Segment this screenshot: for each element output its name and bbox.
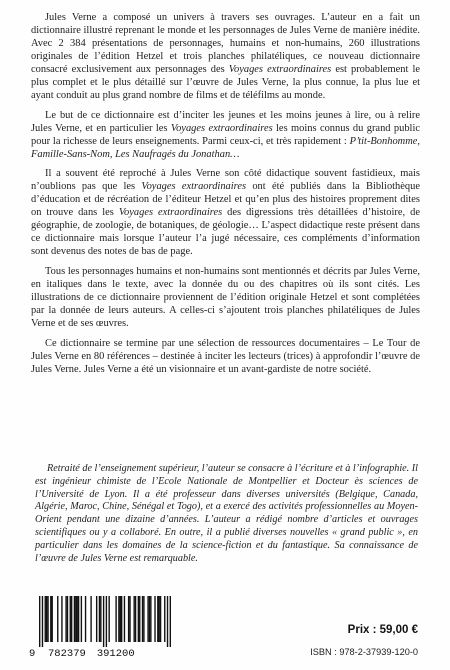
- barcode-bar: [103, 596, 104, 647]
- blurb-text: Jules Verne a composé un univers à travers ses ouvrages. L’auteur en a fait un dictionnaire illustré reprenant le monde et les personnages de Jules Verne de manière inédite. Avec 2 384 présentations de personnages, humains et non-humains, 260 illustrations originales de l’édition Hetzel et trois planches philatéliques, ce nouveau dictionnaire consacré exclusivement aux personnages des: [31, 12, 420, 75]
- barcode-bar: [115, 596, 116, 642]
- blurb-text: les moins connus du grand public pour la richesse de leurs enseignements. Parmi ceux-ci, et très rapidement :: [31, 122, 420, 147]
- barcode-bar: [158, 596, 159, 642]
- barcode-lead-digit: 9: [29, 648, 36, 660]
- barcode-bar: [74, 596, 75, 642]
- blurb-text: Il a souvent été reproché à Jules Verne son côté didactique souvent fastidieux, mais n’oublions pas que les: [31, 168, 420, 193]
- barcode-bar: [99, 596, 100, 642]
- barcode-bar: [81, 596, 82, 642]
- blurb-paragraph-1: [31, 12, 420, 103]
- barcode-bar: [71, 596, 72, 642]
- author-bio: Retraité de l’enseignement supérieur, l’auteur se consacre à l’écriture et à l’infographie. Il est ingénieur chimiste de l’Ecole Nationale de Montpellier et Docteur ès sciences de l’Université de Lyon. Il a été professeur dans diverses universités (Belgique, Canada, Algérie, Maroc, Chine, Sénégal et Togo), et a exercé des activités professionnelles au Moyen-Orient pendant une dizaine d’années. L’auteur a rédigé nombre d’articles et ouvrages scientifiques ou y a collaboré. En outre, il a publié diverses nouvelles « grand public », en particulier dans les domaines de la science-fiction et du fantastique. Sa connaissance de l’œuvre de Jules Verne est remarquable.: [35, 463, 418, 564]
- cover-blurb: [31, 12, 420, 384]
- barcode-bar: [90, 596, 91, 642]
- barcode-bar: [75, 596, 76, 642]
- book-series-title: Voyages extraordinaires: [141, 181, 247, 193]
- barcode-bar: [133, 596, 134, 642]
- barcode-bar: [106, 596, 107, 647]
- barcode-group-1: 782379: [48, 648, 86, 660]
- barcode-bar: [143, 596, 144, 642]
- blurb-text: est probablement le plus complet et le plus détaillé sur l’œuvre de Jules Verne, la plus connue, la plus lue et ayant conduit au plus grand nombre de films et de téléfilms au monde.: [31, 63, 420, 101]
- barcode-bar: [164, 596, 165, 642]
- barcode-bar: [108, 596, 109, 642]
- barcode-bar: [78, 596, 79, 642]
- barcode-bar: [129, 596, 130, 642]
- blurb-text: Le but de ce dictionnaire est d’inciter les jeunes et les moins jeunes à lire, ou à relire Jules Verne, et en particulier les: [31, 109, 420, 134]
- barcode-bar: [147, 596, 148, 642]
- barcode-bar: [39, 596, 40, 647]
- barcode-group-2: 391200: [96, 648, 135, 660]
- barcode-bar: [135, 596, 136, 642]
- book-series-title: Voyages extraordinaires: [228, 63, 332, 75]
- barcode-bar: [154, 596, 155, 642]
- barcode-bar: [150, 596, 151, 642]
- barcode-bar: [139, 596, 140, 642]
- barcode-bar: [70, 596, 71, 642]
- barcode-bar: [46, 596, 47, 642]
- barcode-bar: [50, 596, 51, 642]
- barcode-bar: [124, 596, 125, 642]
- price-label: Prix : 59,00 €: [347, 624, 418, 636]
- barcode-bar: [138, 596, 139, 642]
- barcode-bar: [67, 596, 68, 642]
- barcode-bar: [52, 596, 53, 642]
- barcode-bar: [45, 596, 46, 642]
- isbn-label: ISBN : 978-2-37939-120-0: [310, 647, 418, 657]
- barcode-bar: [77, 596, 78, 642]
- barcode-bar: [85, 596, 86, 642]
- blurb-paragraph-4: Tous les personnages humains et non-humains sont mentionnés et décrits par Jules Verne, en italiques dans le texte, avec la donnée du ou des chapitres où ils sont cités. Les illustrations de ce dictionnaire proviennent de l’édition originale Hetzel et sont complétées par la donnée de leurs auteurs. A celles-ci s’ajoutent trois planches philatéliques de Jules Verne et de ses œuvres.: [31, 266, 420, 329]
- barcode-bar: [57, 596, 58, 642]
- barcode-bar: [42, 596, 43, 647]
- barcode-bar: [61, 596, 62, 642]
- blurb-text: ont été publiés dans la Bibliothèque d’éducation et de récréation de l’éditeur Hetzel et qu’en plus des histoires proprement dites on trouve dans les: [31, 181, 420, 219]
- barcode-bar: [47, 596, 48, 642]
- barcode-bar: [170, 596, 171, 647]
- blurb-paragraph-2: [31, 110, 420, 162]
- barcode-bar: [96, 596, 97, 642]
- barcode-bar: [100, 596, 101, 642]
- barcode-bars: [39, 596, 171, 647]
- barcode-bar: [142, 596, 143, 642]
- barcode-bar: [120, 596, 121, 642]
- barcode-bar: [167, 596, 168, 647]
- barcode-bar: [157, 596, 158, 642]
- barcode-bar: [121, 596, 122, 642]
- book-titles: P’tit-Bonhomme, Famille-Sans-Nom, Les Naufragés du Jonathan…: [31, 135, 420, 160]
- barcode-bar: [149, 596, 150, 642]
- book-series-title: Voyages extraordinaires: [118, 207, 223, 219]
- blurb-text: des digressions très détaillées d’histoire, de géographie, de zoologie, de botaniques, de géologie… L’aspect didactique reste présent dans ce dictionnaire mais lorsque l’auteur l’a jugé nécessaire, ces compléments d’information sont devenus des notes de bas de page.: [31, 207, 420, 258]
- barcode-bar: [160, 596, 161, 642]
- barcode-bar: [128, 596, 129, 642]
- ean-barcode: [29, 596, 171, 663]
- blurb-paragraph-3: [31, 168, 420, 259]
- barcode-digits: [29, 648, 171, 660]
- book-series-title: Voyages extraordinaires: [170, 122, 273, 134]
- blurb-paragraph-5: Ce dictionnaire se termine par une sélection de ressources documentaires – Le Tour de Jules Verne en 80 références – destinée à inciter les lecteurs (trices) à approfondir l’œuvre de Jules Verne. Jules Verne a été un visionnaire et un avant-gardiste de notre société.: [31, 337, 420, 375]
- barcode-bar: [118, 596, 119, 642]
- barcode-bar: [65, 596, 66, 642]
